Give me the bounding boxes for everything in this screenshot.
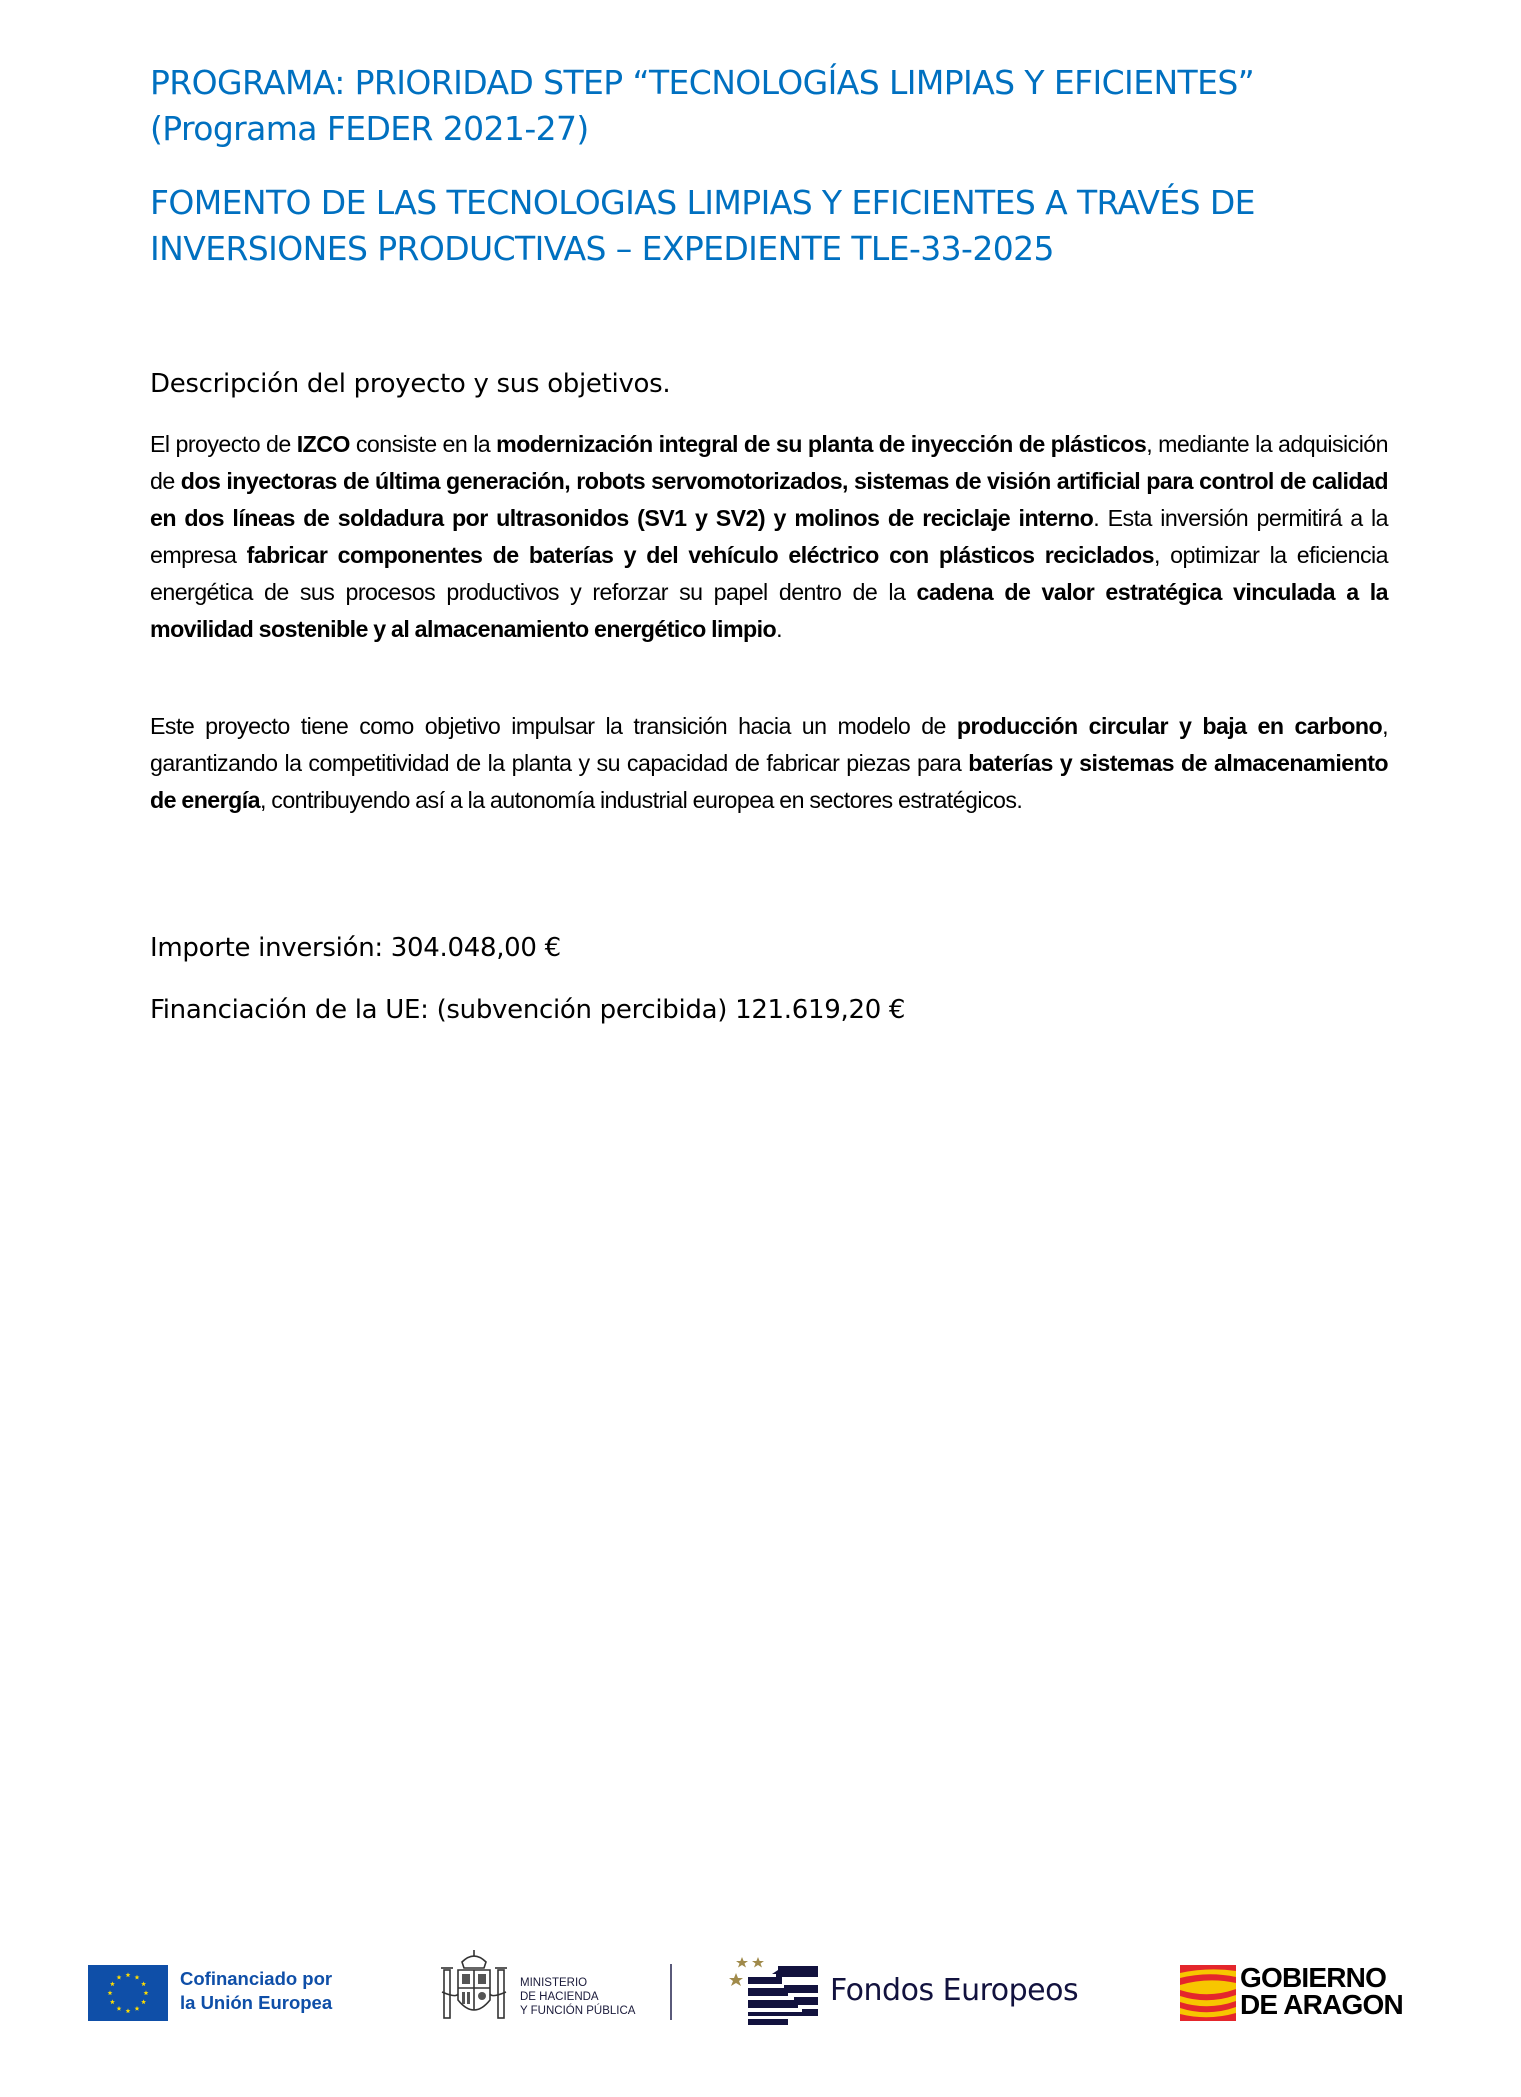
ministerio-line2: DE HACIENDA xyxy=(520,1991,599,2003)
action-title-line2: INVERSIONES PRODUCTIVAS – EXPEDIENTE TLE-33-2025 xyxy=(150,229,1054,268)
eu-funding-amount: Financiación de la UE: (subvención percibida) 121.619,20 € xyxy=(150,995,906,1025)
action-title xyxy=(150,180,1390,272)
aragon-flag-icon xyxy=(1180,1965,1236,2021)
text-run: , optimizar la eficiencia energética de sus procesos productivos y reforzar su papel dentro de la xyxy=(150,542,1388,605)
eu-cofinanced-logo xyxy=(88,1965,358,2021)
bold-text-run: cadena de valor estratégica vinculada a la movilidad sostenible y al almacenamiento energético limpio xyxy=(150,579,1388,642)
bold-text-run: fabricar componentes de baterías y del vehículo eléctrico con plásticos reciclados xyxy=(246,542,1154,568)
eu-flag-icon xyxy=(88,1965,168,2021)
investment-amount: Importe inversión: 304.048,00 € xyxy=(150,933,561,963)
program-title-line1: PROGRAMA: PRIORIDAD STEP “TECNOLOGÍAS LIMPIAS Y EFICIENTES” xyxy=(150,63,1255,102)
fondos-europeos-stripes-icon xyxy=(718,1955,828,2025)
spain-coat-of-arms-icon xyxy=(438,1948,510,2024)
fondos-europeos-logo xyxy=(718,1955,1098,2025)
text-run: , contribuyendo así a la autonomía industrial europea en sectores estratégicos. xyxy=(259,787,1023,813)
text-run: . xyxy=(776,616,783,642)
logo-separator xyxy=(670,1964,672,2020)
bold-text-run: IZCO xyxy=(296,431,350,457)
bold-text-run: dos inyectoras de última generación, robots servomotorizados, sistemas de visión artificial para control de calidad en dos líneas de soldadura por ultrasonidos (SV1 y SV2) y molinos de reciclaje interno xyxy=(150,468,1388,531)
section-subtitle: Descripción del proyecto y sus objetivos. xyxy=(150,369,671,399)
text-run: El proyecto de xyxy=(150,431,297,457)
ministerio-hacienda-logo xyxy=(438,1948,678,2024)
aragon-line1: GOBIERNO xyxy=(1240,1962,1387,1993)
text-run: Este proyecto tiene como objetivo impulsar la transición hacia un modelo de xyxy=(150,713,957,739)
description-paragraph-2 xyxy=(150,708,1388,819)
program-title-line2: (Programa FEDER 2021-27) xyxy=(150,109,589,148)
gobierno-aragon-logo xyxy=(1180,1962,1450,2021)
ministerio-line3: Y FUNCIÓN PÚBLICA xyxy=(520,2005,636,2017)
text-run: . Esta inversión permitirá a la empresa xyxy=(150,505,1388,568)
text-run: , mediante la adquisición de xyxy=(150,431,1388,494)
bold-text-run: modernización integral de su planta de inyección de plásticos xyxy=(496,431,1147,457)
eu-logo-line2: la Unión Europea xyxy=(180,1992,333,2013)
program-title xyxy=(150,60,1390,152)
text-run: , garantizando la competitividad de la planta y su capacidad de fabricar piezas para xyxy=(150,713,1388,776)
bold-text-run: producción circular y baja en carbono xyxy=(956,713,1383,739)
fondos-europeos-text: Fondos Europeos xyxy=(830,1973,1079,2008)
eu-logo-text xyxy=(180,1967,332,2015)
eu-logo-line1: Cofinanciado por xyxy=(180,1968,333,1989)
bold-text-run: baterías y sistemas de almacenamiento de energía xyxy=(150,750,1388,813)
ministerio-line1: MINISTERIO xyxy=(520,1977,588,1989)
ministerio-logo-text xyxy=(520,1976,635,2018)
aragon-line2: DE ARAGON xyxy=(1240,1989,1403,2020)
text-run: consiste en la xyxy=(349,431,497,457)
aragon-logo-text xyxy=(1240,1964,1403,2018)
description-paragraph-1 xyxy=(150,426,1388,648)
action-title-line1: FOMENTO DE LAS TECNOLOGIAS LIMPIAS Y EFICIENTES A TRAVÉS DE xyxy=(150,183,1255,222)
